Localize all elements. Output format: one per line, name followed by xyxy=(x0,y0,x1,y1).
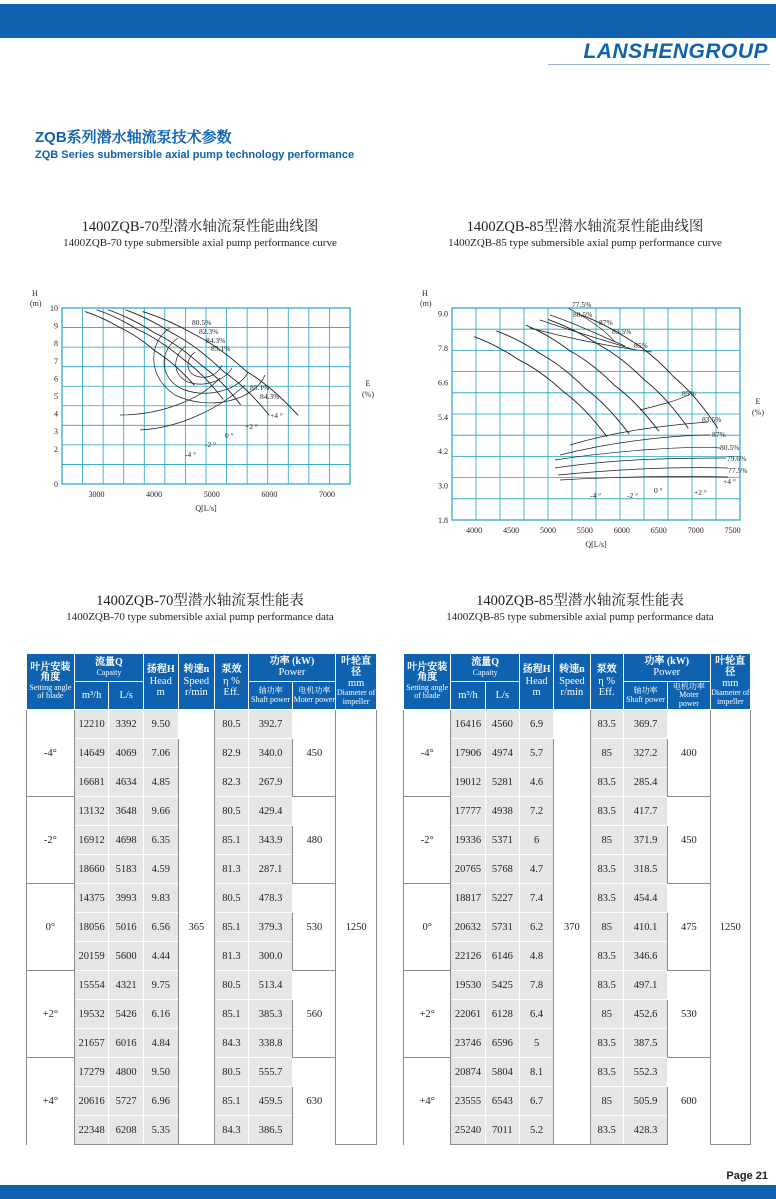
efficiency-cell: 80.5 xyxy=(215,710,249,739)
capacity-ls-cell: 6543 xyxy=(485,1087,519,1116)
col-m3h: m³/h xyxy=(74,682,109,710)
shaft-power-cell: 478.3 xyxy=(248,884,293,913)
table-title-70-cn: 1400ZQB-70型潜水轴流泵性能表 xyxy=(96,593,304,609)
section-title-cn: ZQB系列潜水轴流泵技术参数 xyxy=(35,129,232,146)
capacity-ls-cell: 6146 xyxy=(485,942,519,971)
efficiency-cell: 85.1 xyxy=(215,826,249,855)
col-m3h: m³/h xyxy=(451,682,485,710)
shaft-power-cell: 429.4 xyxy=(248,797,293,826)
x-tick-label: 3000 xyxy=(88,490,105,499)
page-number: Page 21 xyxy=(726,1170,768,1182)
col-shaft-power: 轴功率 Shaft power xyxy=(623,682,667,710)
capacity-m3h-cell: 22126 xyxy=(451,942,485,971)
col-shaft-power: 轴功率 Shaft power xyxy=(248,682,293,710)
blade-angle-cell: -4° xyxy=(404,710,451,797)
efficiency-label: 79.6% xyxy=(727,454,747,463)
shaft-power-cell: 392.7 xyxy=(248,710,293,739)
motor-power-cell: 530 xyxy=(293,884,336,971)
shaft-power-cell: 452.6 xyxy=(623,1000,667,1029)
x-tick-label: 4500 xyxy=(503,526,520,535)
table-row xyxy=(404,710,751,739)
head-cell: 5.2 xyxy=(519,1116,553,1145)
x-tick-label: 7500 xyxy=(724,526,741,535)
capacity-ls-cell: 5768 xyxy=(485,855,519,884)
shaft-power-cell: 371.9 xyxy=(623,826,667,855)
capacity-m3h-cell: 20159 xyxy=(74,942,109,971)
efficiency-cell: 80.5 xyxy=(215,1058,249,1087)
capacity-ls-cell: 7011 xyxy=(485,1116,519,1145)
performance-table-70 xyxy=(26,653,377,1145)
capacity-ls-cell: 4698 xyxy=(109,826,144,855)
motor-power-cell: 475 xyxy=(668,884,710,971)
x-tick-label: 7000 xyxy=(318,490,335,499)
hq-curve xyxy=(496,331,629,434)
motor-power-cell: 450 xyxy=(668,797,710,884)
shaft-power-cell: 327.2 xyxy=(623,739,667,768)
blade-angle-label: 0 ° xyxy=(654,486,663,495)
efficiency-cell: 83.5 xyxy=(590,884,623,913)
capacity-ls-cell: 6016 xyxy=(109,1029,144,1058)
capacity-m3h-cell: 12210 xyxy=(74,710,109,739)
x-tick-label: 4000 xyxy=(146,490,163,499)
head-cell: 6.16 xyxy=(143,1000,178,1029)
motor-power-cell: 530 xyxy=(668,971,710,1058)
head-cell: 6.9 xyxy=(519,710,553,739)
capacity-ls-cell: 3993 xyxy=(109,884,144,913)
efficiency-label: 84.3% xyxy=(260,392,280,401)
x-axis-label: Q[L/s] xyxy=(195,504,217,513)
head-cell: 8.1 xyxy=(519,1058,553,1087)
capacity-ls-cell: 5804 xyxy=(485,1058,519,1087)
capacity-m3h-cell: 17906 xyxy=(451,739,485,768)
head-cell: 4.6 xyxy=(519,768,553,797)
efficiency-cell: 80.5 xyxy=(215,971,249,1000)
blade-angle-cell: +4° xyxy=(27,1058,75,1145)
head-cell: 9.66 xyxy=(143,797,178,826)
capacity-ls-cell: 4321 xyxy=(109,971,144,1000)
capacity-m3h-cell: 20765 xyxy=(451,855,485,884)
efficiency-label: 87% xyxy=(599,318,613,327)
table-title-85-cn: 1400ZQB-85型潜水轴流泵性能表 xyxy=(476,593,684,609)
blade-angle-label: +2 ° xyxy=(694,488,707,497)
chart-title-85-en: 1400ZQB-85 type submersible axial pump performance curve xyxy=(448,237,722,249)
head-cell: 6.4 xyxy=(519,1000,553,1029)
capacity-m3h-cell: 17777 xyxy=(451,797,485,826)
capacity-m3h-cell: 23555 xyxy=(451,1087,485,1116)
y-tick-label: 9 xyxy=(54,321,58,331)
col-diameter: 叶轮直径 mm Diameter of impeller xyxy=(336,654,377,710)
col-power: 功率 (kW) Power xyxy=(623,654,710,682)
capacity-ls-cell: 5731 xyxy=(485,913,519,942)
efficiency-cell: 85.1 xyxy=(215,1000,249,1029)
capacity-ls-cell: 5426 xyxy=(109,1000,144,1029)
capacity-m3h-cell: 20874 xyxy=(451,1058,485,1087)
blade-angle-label: +2 ° xyxy=(245,422,258,431)
col-capacity: 流量Q Capaity xyxy=(74,654,143,682)
blade-angle-cell: 0° xyxy=(404,884,451,971)
capacity-m3h-cell: 16416 xyxy=(451,710,485,739)
efficiency-label: 87% xyxy=(712,430,726,439)
e-axis-label: E xyxy=(755,397,761,406)
col-head: 扬程H Head m xyxy=(143,654,178,710)
x-tick-label: 6500 xyxy=(650,526,667,535)
efficiency-cell: 85 xyxy=(590,739,623,768)
y-tick-label: 3.0 xyxy=(438,481,448,491)
col-blade-angle: 叶片安装角度 Setting angle of blade xyxy=(27,654,75,710)
y-axis-label: H xyxy=(422,289,428,298)
shaft-power-cell: 417.7 xyxy=(623,797,667,826)
shaft-power-cell: 338.8 xyxy=(248,1029,293,1058)
head-cell: 6.2 xyxy=(519,913,553,942)
efficiency-cell: 82.3 xyxy=(215,768,249,797)
capacity-m3h-cell: 21657 xyxy=(74,1029,109,1058)
blade-angle-label: 0 ° xyxy=(225,431,234,440)
shaft-power-cell: 459.5 xyxy=(248,1087,293,1116)
head-cell: 7.2 xyxy=(519,797,553,826)
blade-angle-cell: -2° xyxy=(27,797,75,884)
capacity-ls-cell: 6128 xyxy=(485,1000,519,1029)
capacity-m3h-cell: 13132 xyxy=(74,797,109,826)
col-efficiency: 泵效 η % Eff. xyxy=(215,654,249,710)
shaft-power-cell: 300.0 xyxy=(248,942,293,971)
shaft-power-cell: 379.3 xyxy=(248,913,293,942)
capacity-ls-cell: 5727 xyxy=(109,1087,144,1116)
y-tick-label: 4 xyxy=(54,409,58,419)
capacity-ls-cell: 4800 xyxy=(109,1058,144,1087)
capacity-m3h-cell: 23746 xyxy=(451,1029,485,1058)
blade-angle-label: -2 ° xyxy=(627,491,639,500)
chart-title-70-cn: 1400ZQB-70型潜水轴流泵性能曲线图 xyxy=(81,219,319,235)
capacity-ls-cell: 4938 xyxy=(485,797,519,826)
capacity-ls-cell: 5371 xyxy=(485,826,519,855)
table-title-70 xyxy=(20,589,380,623)
shaft-power-cell: 346.6 xyxy=(623,942,667,971)
head-cell: 5.7 xyxy=(519,739,553,768)
shaft-power-cell: 318.5 xyxy=(623,855,667,884)
capacity-ls-cell: 5227 xyxy=(485,884,519,913)
efficiency-contour xyxy=(570,422,708,445)
efficiency-contour xyxy=(558,468,728,475)
table-title-70-en: 1400ZQB-70 type submersible axial pump performance data xyxy=(66,611,334,623)
hq-curve xyxy=(474,337,607,437)
head-cell: 6.96 xyxy=(143,1087,178,1116)
capacity-ls-cell: 5183 xyxy=(109,855,144,884)
head-cell: 9.75 xyxy=(143,971,178,1000)
y-tick-label: 6 xyxy=(54,374,58,384)
head-cell: 4.8 xyxy=(519,942,553,971)
table-title-85 xyxy=(400,589,760,623)
head-cell: 4.7 xyxy=(519,855,553,884)
efficiency-cell: 83.5 xyxy=(590,1058,623,1087)
col-motor-power: 电机功率 Moter power xyxy=(668,682,710,710)
capacity-m3h-cell: 20632 xyxy=(451,913,485,942)
capacity-ls-cell: 3648 xyxy=(109,797,144,826)
capacity-m3h-cell: 19012 xyxy=(451,768,485,797)
efficiency-label: 85% xyxy=(682,389,696,398)
efficiency-contour xyxy=(555,458,726,468)
head-cell: 4.84 xyxy=(143,1029,178,1058)
y-tick-label: 9.0 xyxy=(438,309,448,319)
capacity-m3h-cell: 14649 xyxy=(74,739,109,768)
shaft-power-cell: 287.1 xyxy=(248,855,293,884)
blade-angle-cell: -2° xyxy=(404,797,451,884)
efficiency-cell: 85 xyxy=(590,1000,623,1029)
capacity-m3h-cell: 22061 xyxy=(451,1000,485,1029)
head-cell: 7.8 xyxy=(519,971,553,1000)
shaft-power-cell: 387.5 xyxy=(623,1029,667,1058)
col-ls: L/s xyxy=(109,682,144,710)
y-axis-unit: (m) xyxy=(30,299,42,308)
blade-angle-label: -4 ° xyxy=(185,450,197,459)
efficiency-label: 85.1% xyxy=(250,383,270,392)
x-tick-label: 6000 xyxy=(613,526,630,535)
shaft-power-cell: 505.9 xyxy=(623,1087,667,1116)
capacity-m3h-cell: 22348 xyxy=(74,1116,109,1145)
motor-power-cell: 480 xyxy=(293,797,336,884)
y-tick-label: 5 xyxy=(54,392,58,401)
head-cell: 6.56 xyxy=(143,913,178,942)
brand-logo: LANSHENGROUP xyxy=(583,40,768,63)
blade-angle-cell: +4° xyxy=(404,1058,451,1145)
head-cell: 5.35 xyxy=(143,1116,178,1145)
efficiency-cell: 85.1 xyxy=(215,913,249,942)
efficiency-label: 80.5% xyxy=(192,318,212,327)
x-tick-label: 6000 xyxy=(261,490,278,499)
col-speed: 转速n Speed r/min xyxy=(554,654,590,710)
efficiency-cell: 83.5 xyxy=(590,855,623,884)
col-efficiency: 泵效 η % Eff. xyxy=(590,654,623,710)
e-axis-label: E xyxy=(365,379,371,388)
x-tick-label: 5000 xyxy=(540,526,556,535)
chart-title-70 xyxy=(20,215,380,249)
efficiency-cell: 81.3 xyxy=(215,855,249,884)
capacity-ls-cell: 6208 xyxy=(109,1116,144,1145)
efficiency-label: 82.3% xyxy=(199,327,219,336)
blade-angle-cell: 0° xyxy=(27,884,75,971)
capacity-m3h-cell: 18817 xyxy=(451,884,485,913)
efficiency-cell: 83.5 xyxy=(590,1029,623,1058)
y-axis-unit: (m) xyxy=(420,299,432,308)
shaft-power-cell: 428.3 xyxy=(623,1116,667,1145)
head-cell: 7.4 xyxy=(519,884,553,913)
shaft-power-cell: 285.4 xyxy=(623,768,667,797)
shaft-power-cell: 513.4 xyxy=(248,971,293,1000)
head-cell: 6.7 xyxy=(519,1087,553,1116)
col-motor-power: 电机功率 Moter power xyxy=(293,682,336,710)
efficiency-cell: 83.5 xyxy=(590,797,623,826)
efficiency-cell: 84.3 xyxy=(215,1116,249,1145)
shaft-power-cell: 369.7 xyxy=(623,710,667,739)
shaft-power-cell: 386.5 xyxy=(248,1116,293,1145)
shaft-power-cell: 555.7 xyxy=(248,1058,293,1087)
col-power: 功率 (kW) Power xyxy=(248,654,335,682)
efficiency-cell: 83.5 xyxy=(590,942,623,971)
y-tick-label: 8 xyxy=(54,339,58,349)
capacity-ls-cell: 5425 xyxy=(485,971,519,1000)
efficiency-label: 84.3% xyxy=(206,336,226,345)
efficiency-cell: 83.5 xyxy=(590,768,623,797)
capacity-ls-cell: 6596 xyxy=(485,1029,519,1058)
capacity-m3h-cell: 14375 xyxy=(74,884,109,913)
efficiency-cell: 85 xyxy=(590,1087,623,1116)
chart-title-85-cn: 1400ZQB-85型潜水轴流泵性能曲线图 xyxy=(466,219,704,235)
capacity-m3h-cell: 16681 xyxy=(74,768,109,797)
shaft-power-cell: 497.1 xyxy=(623,971,667,1000)
efficiency-cell: 80.5 xyxy=(215,797,249,826)
col-blade-angle: 叶片安装角度 Setting angle of blade xyxy=(404,654,451,710)
y-tick-label: 7 xyxy=(54,356,58,366)
capacity-m3h-cell: 17279 xyxy=(74,1058,109,1087)
x-tick-label: 7000 xyxy=(687,526,704,535)
head-cell: 9.50 xyxy=(143,1058,178,1087)
capacity-ls-cell: 5600 xyxy=(109,942,144,971)
y-tick-label: 1.8 xyxy=(438,516,448,525)
capacity-ls-cell: 4560 xyxy=(485,710,519,739)
section-title-en: ZQB Series submersible axial pump technology performance xyxy=(35,149,355,161)
capacity-m3h-cell: 19336 xyxy=(451,826,485,855)
head-cell: 5 xyxy=(519,1029,553,1058)
col-ls: L/s xyxy=(485,682,519,710)
y-axis-label: H xyxy=(32,289,38,298)
blade-angle-cell: +2° xyxy=(27,971,75,1058)
efficiency-label: 80.5% xyxy=(573,310,593,319)
motor-power-cell: 630 xyxy=(293,1058,336,1145)
bottom-banner xyxy=(0,1185,776,1199)
capacity-m3h-cell: 18660 xyxy=(74,855,109,884)
efficiency-cell: 83.5 xyxy=(590,971,623,1000)
diameter-cell: 1250 xyxy=(710,710,750,1145)
col-capacity: 流量Q Capaity xyxy=(451,654,520,682)
efficiency-cell: 83.5 xyxy=(590,1116,623,1145)
efficiency-cell: 82.9 xyxy=(215,739,249,768)
efficiency-label: 85% xyxy=(634,341,648,350)
y-tick-label: 7.8 xyxy=(438,344,448,354)
table-title-85-en: 1400ZQB-85 type submersible axial pump performance data xyxy=(446,611,714,623)
efficiency-label: 83.5% xyxy=(612,327,632,336)
efficiency-cell: 84.3 xyxy=(215,1029,249,1058)
x-tick-label: 5500 xyxy=(576,526,593,535)
y-tick-label: 0 xyxy=(54,480,58,489)
y-tick-label: 5.4 xyxy=(438,412,448,422)
speed-cell: 365 xyxy=(178,710,215,1145)
motor-power-cell: 400 xyxy=(668,710,710,797)
head-cell: 9.50 xyxy=(143,710,178,739)
shaft-power-cell: 267.9 xyxy=(248,768,293,797)
efficiency-contour xyxy=(140,385,245,430)
capacity-ls-cell: 5281 xyxy=(485,768,519,797)
shaft-power-cell: 385.3 xyxy=(248,1000,293,1029)
efficiency-cell: 85 xyxy=(590,826,623,855)
head-cell: 4.44 xyxy=(143,942,178,971)
capacity-m3h-cell: 19530 xyxy=(451,971,485,1000)
capacity-m3h-cell: 16912 xyxy=(74,826,109,855)
table-row xyxy=(27,710,377,739)
efficiency-cell: 85 xyxy=(590,913,623,942)
speed-cell: 370 xyxy=(554,710,590,1145)
shaft-power-cell: 552.3 xyxy=(623,1058,667,1087)
head-cell: 6 xyxy=(519,826,553,855)
top-banner xyxy=(0,4,776,38)
efficiency-cell: 80.5 xyxy=(215,884,249,913)
efficiency-label: 83.5% xyxy=(702,415,722,424)
x-axis-label: Q[L/s] xyxy=(585,540,607,549)
chart-1400zqb-85 xyxy=(390,280,776,560)
capacity-m3h-cell: 15554 xyxy=(74,971,109,1000)
capacity-ls-cell: 3392 xyxy=(109,710,144,739)
e-axis-unit: (%) xyxy=(752,408,764,417)
capacity-ls-cell: 4974 xyxy=(485,739,519,768)
y-tick-label: 4.2 xyxy=(438,447,448,457)
col-speed: 转速n Speed r/min xyxy=(178,654,215,710)
x-tick-label: 4000 xyxy=(466,526,483,535)
y-tick-label: 6.6 xyxy=(438,378,448,388)
capacity-m3h-cell: 19532 xyxy=(74,1000,109,1029)
motor-power-cell: 600 xyxy=(668,1058,710,1145)
efficiency-label: 77.5% xyxy=(572,300,592,309)
capacity-ls-cell: 5016 xyxy=(109,913,144,942)
head-cell: 4.59 xyxy=(143,855,178,884)
blade-angle-cell: +2° xyxy=(404,971,451,1058)
x-tick-label: 5000 xyxy=(203,490,220,499)
blade-angle-cell: -4° xyxy=(27,710,75,797)
shaft-power-cell: 454.4 xyxy=(623,884,667,913)
blade-angle-label: -2 ° xyxy=(205,440,217,449)
capacity-ls-cell: 4069 xyxy=(109,739,144,768)
performance-table-85 xyxy=(403,653,751,1145)
efficiency-cell: 81.3 xyxy=(215,942,249,971)
head-cell: 6.35 xyxy=(143,826,178,855)
head-cell: 9.83 xyxy=(143,884,178,913)
efficiency-contour xyxy=(560,435,710,455)
capacity-m3h-cell: 18056 xyxy=(74,913,109,942)
head-cell: 7.06 xyxy=(143,739,178,768)
blade-angle-label: +4 ° xyxy=(270,411,283,420)
efficiency-label: 85.1% xyxy=(211,344,231,353)
diameter-cell: 1250 xyxy=(336,710,377,1145)
efficiency-cell: 85.1 xyxy=(215,1087,249,1116)
blade-angle-label: +4 ° xyxy=(723,477,736,486)
capacity-m3h-cell: 20616 xyxy=(74,1087,109,1116)
efficiency-contour xyxy=(188,352,222,377)
efficiency-label: 77.5% xyxy=(728,466,748,475)
efficiency-label: 80.5% xyxy=(720,443,740,452)
brand-underline xyxy=(548,64,770,65)
capacity-m3h-cell: 25240 xyxy=(451,1116,485,1145)
efficiency-cell: 83.5 xyxy=(590,710,623,739)
blade-angle-label: -4 ° xyxy=(590,491,602,500)
y-tick-label: 2 xyxy=(54,444,58,454)
shaft-power-cell: 343.9 xyxy=(248,826,293,855)
motor-power-cell: 450 xyxy=(293,710,336,797)
chart-title-70-en: 1400ZQB-70 type submersible axial pump performance curve xyxy=(63,237,337,249)
chart-title-85 xyxy=(405,215,765,249)
e-axis-unit: (%) xyxy=(362,390,374,399)
y-tick-label: 10 xyxy=(50,304,58,313)
shaft-power-cell: 410.1 xyxy=(623,913,667,942)
shaft-power-cell: 340.0 xyxy=(248,739,293,768)
col-diameter: 叶轮直径 mm Diameter of impeller xyxy=(710,654,750,710)
motor-power-cell: 560 xyxy=(293,971,336,1058)
head-cell: 4.85 xyxy=(143,768,178,797)
col-head: 扬程H Head m xyxy=(519,654,553,710)
chart-1400zqb-70 xyxy=(0,280,390,520)
y-tick-label: 3 xyxy=(54,427,58,437)
capacity-ls-cell: 4634 xyxy=(109,768,144,797)
